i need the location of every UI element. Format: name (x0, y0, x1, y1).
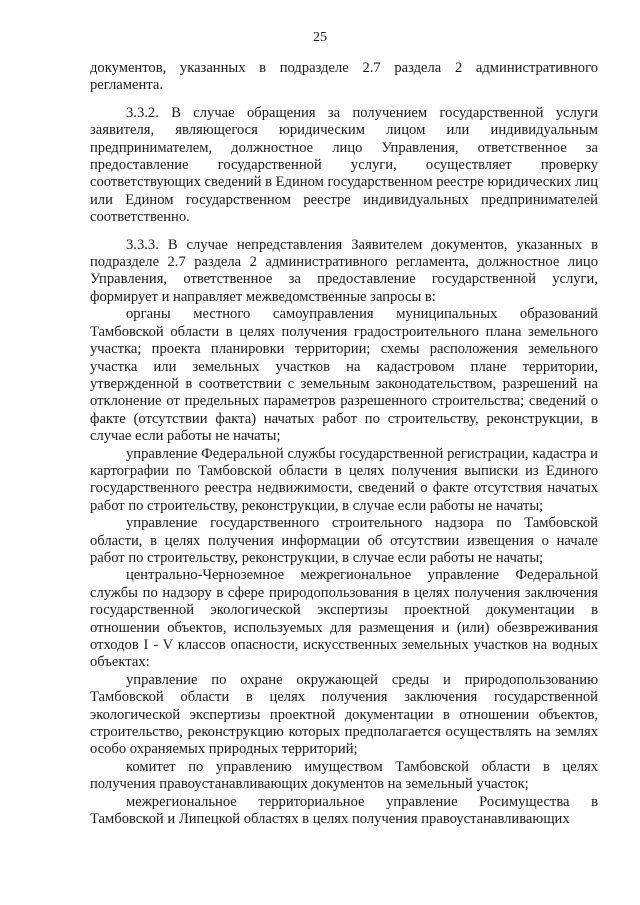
list-item-rosprirodnadzor: центрально-Черноземное межрегиональное управление Федеральной службы по надзору в сфере природопользования в целях получения заключения государственной экологической экспертизы проектной документации в отношении объектов, используемых для размещения и (или) обезвреживания отходов I - V классов опасности, искусственных земельных участков на водных объектах: (90, 567, 598, 671)
paragraph-continuation: документов, указанных в подразделе 2.7 раздела 2 административного регламента. (90, 60, 598, 94)
paragraph-3-3-2: 3.3.2. В случае обращения за получением государственной услуги заявителя, являющегося юридическим лицом или индивидуальным предпринимателем, должностное лицо Управления, ответственное за предоставление государственной услуги, осуществляет проверку соответствующих сведений в Едином государственном реестре юридических лиц или Едином государственном реестре индивидуальных предпринимателей соответственно. (90, 104, 599, 226)
list-item-local-government: органы местного самоуправления муниципальных образований Тамбовской области в целях получения градостроительного плана земельного участка; проекта планировки территории; схемы расположения земельного участка или земельных участков на кадастровом плане территории, утвержденной в соответствии с земельным законодательством, разрешений на отклонение от предельных параметров разрешенного строительства; сведений о факте (отсутствии факта) начатых работ по строительству, реконструкции, в случае если работы не начаты; (90, 306, 598, 445)
list-item-rosreestr: управление Федеральной службы государственной регистрации, кадастра и картографии по Тамбовской области в целях получения выписки из Единого государственного реестра недвижимости, сведений о факте отсутствия начатых работ по строительству, реконструкции, в случае если работы не начаты; (90, 445, 598, 514)
list-item-property-committee: комитет по управлению имуществом Тамбовской области в целях получения правоустанавливающих документов на земельный участок; (90, 758, 598, 793)
page-number: 25 (313, 30, 327, 45)
list-item-environment-department: управление по охране окружающей среды и природопользованию Тамбовской области в целях получения заключения государственной экологической экспертизы проектной документации в отношении объектов, строительство, реконструкцию которых предполагается осуществлять на землях особо охраняемых природных территорий; (90, 671, 598, 758)
list-item-rosimushchestvo: межрегиональное территориальное управление Росимущества в Тамбовской и Липецкой областях в целях получения правоустанавливающих (90, 793, 598, 828)
document-body (90, 60, 598, 828)
list-item-construction-supervision: управление государственного строительного надзора по Тамбовской области, в целях получения информации об отсутствии извещения о начале работ по строительству, реконструкции, в случае если работы не начаты; (90, 515, 598, 566)
paragraph-3-3-3: 3.3.3. В случае непредставления Заявителем документов, указанных в подразделе 2.7 раздела 2 административного регламента, должностное лицо Управления, ответственное за предоставление государственной услуги, формирует и направляет межведомственные запросы в: (90, 236, 598, 305)
